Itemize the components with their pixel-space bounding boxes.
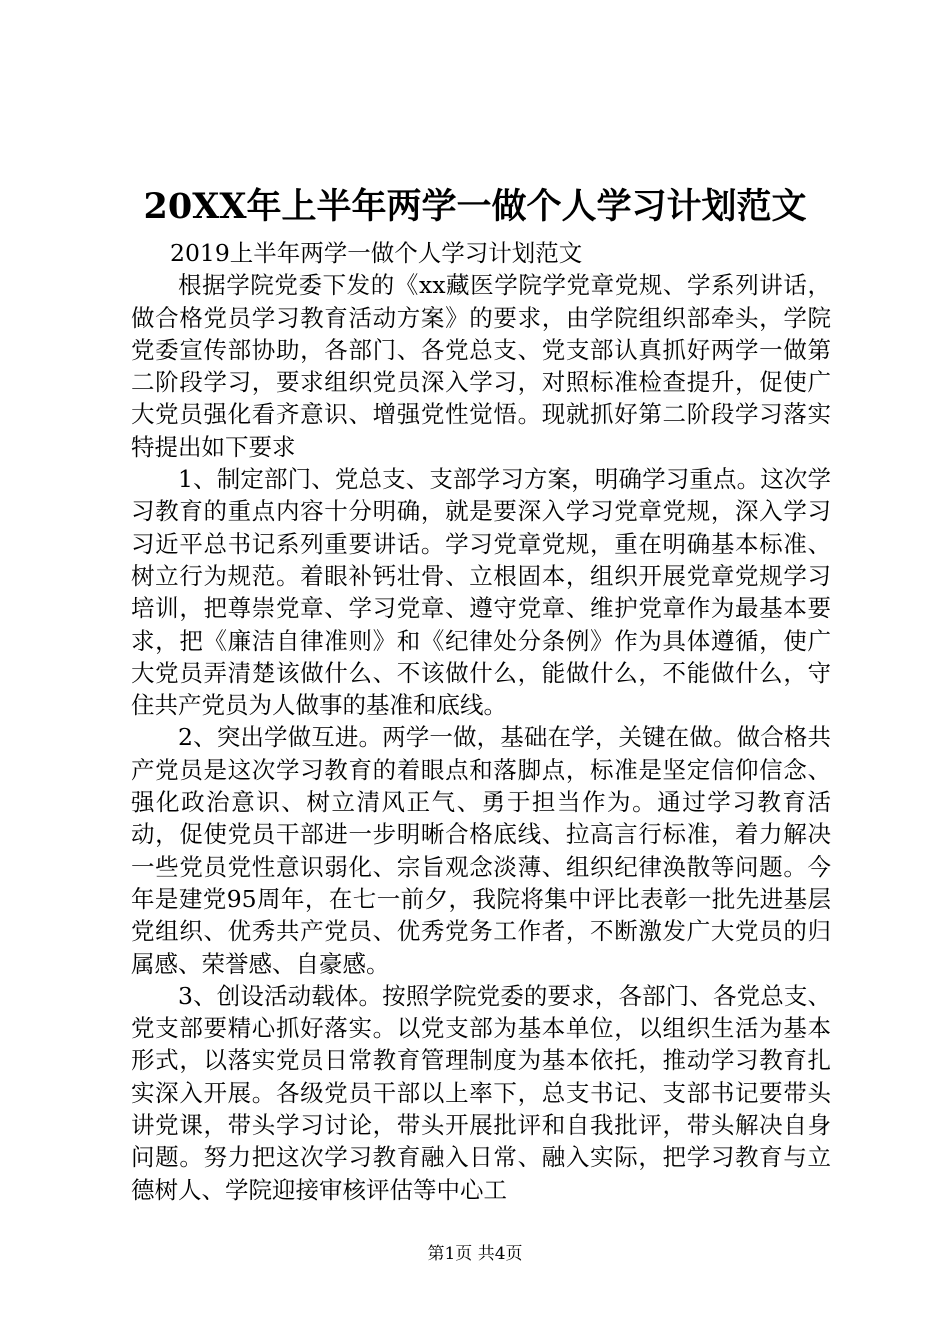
intro-paragraph: 根据学院党委下发的《xx藏医学院学党章党规、学系列讲话，做合格党员学习教育活动方案》的要求，由学院组织部牵头，学院党委宣传部协助，各部门、各党总支、党支部认真抓好两学一做第二阶段学习，要求组织党员深入学习，对照标准检查提升，促使广大党员强化看齐意识、增强党性觉悟。现就抓好第二阶段学习落实特提出如下要求 — [131, 271, 831, 461]
item-1-paragraph: 1、制定部门、党总支、支部学习方案，明确学习重点。这次学习教育的重点内容十分明确，就是要深入学习党章党规，深入学习习近平总书记系列重要讲话。学习党章党规，重在明确基本标准、树立行为规范。着眼补钙壮骨、立根固本，组织开展党章党规学习培训，把尊崇党章、学习党章、遵守党章、维护党章作为最基本要求，把《廉洁自律准则》和《纪律处分条例》作为具体遵循，使广大党员弄清楚该做什么、不该做什么，能做什么，不能做什么，守住共产党员为人做事的基准和底线。 — [131, 465, 831, 720]
item-3-paragraph: 3、创设活动载体。按照学院党委的要求，各部门、各党总支、党支部要精心抓好落实。以党支部为基本单位，以组织生活为基本形式，以落实党员日常教育管理制度为基本依托，推动学习教育扎实深入开展。各级党员干部以上率下，总支书记、支部书记要带头讲党课，带头学习讨论，带头开展批评和自我批评，带头解决自身问题。努力把这次学习教育融入日常、融入实际，把学习教育与立德树人、学院迎接审核评估等中心工 — [131, 981, 831, 1204]
item-2-paragraph: 2、突出学做互进。两学一做，基础在学，关键在做。做合格共产党员是这次学习教育的着眼点和落脚点，标准是坚定信仰信念、强化政治意识、树立清风正气、勇于担当作为。通过学习教育活动，促使党员干部进一步明晰合格底线、拉高言行标准，着力解决一些党员党性意识弱化、宗旨观念淡薄、组织纪律涣散等问题。今年是建党95周年，在七一前夕，我院将集中评比表彰一批先进基层党组织、优秀共产党员、优秀党务工作者，不断激发广大党员的归属感、荣誉感、自豪感。 — [131, 723, 831, 978]
document-body — [131, 237, 831, 1206]
page-footer: 第1页 共4页 — [427, 1244, 523, 1264]
subtitle-paragraph: 2019上半年两学一做个人学习计划范文 — [170, 239, 583, 267]
document-title: 20XX年上半年两学一做个人学习计划范文 — [143, 186, 807, 227]
